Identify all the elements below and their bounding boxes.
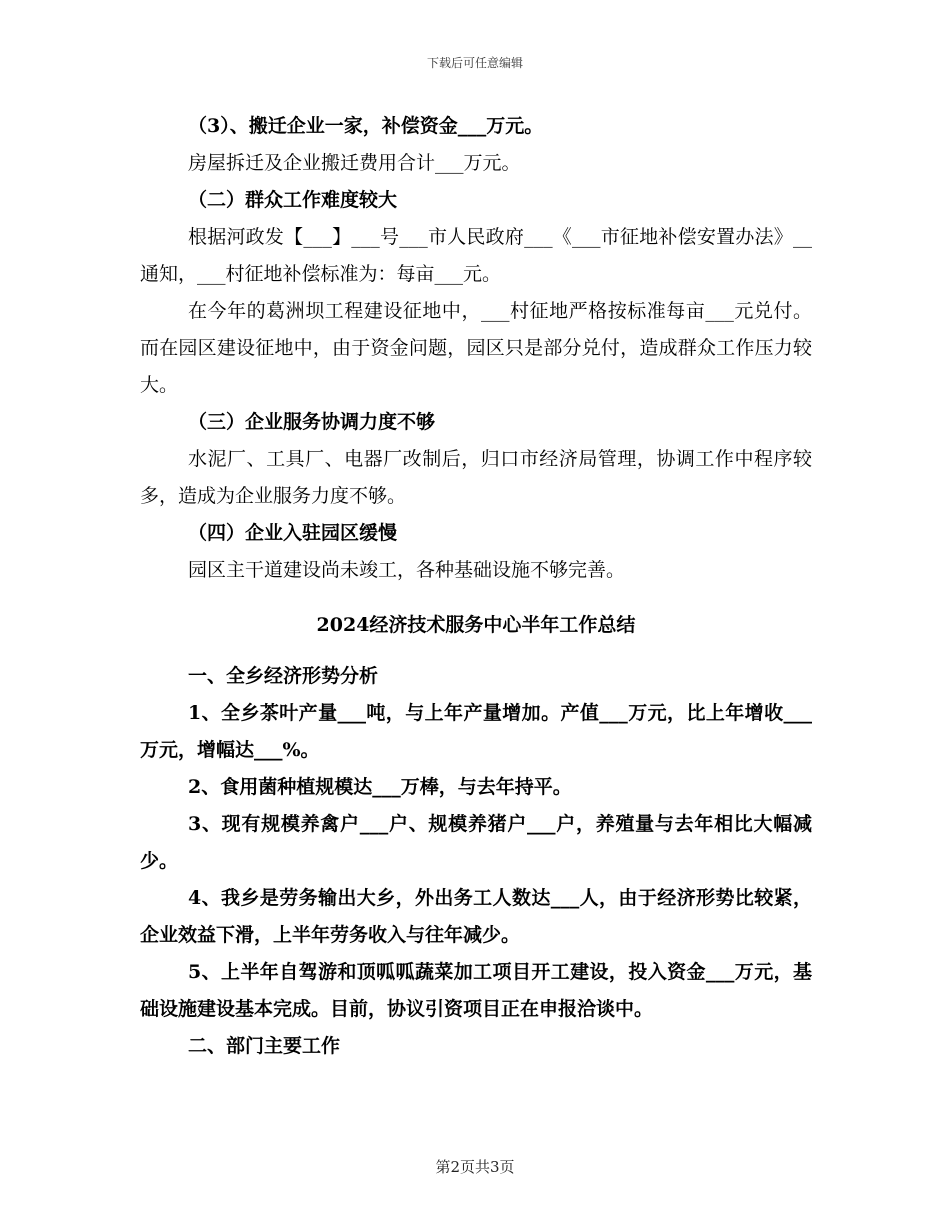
heading-main-work: 二、部门主要工作 [188,1035,341,1057]
paragraph-gezhouba-land: 在今年的葛洲坝工程建设征地中，___村征地严格按标准每亩___元兑付。而在园区建设征地中，由于资金问题，园区只是部分兑付，造成群众工作压力较大。 [140,300,812,396]
section-title: 2024经济技术服务中心半年工作总结 [316,614,636,636]
paragraph-total-cost: 房屋拆迁及企业搬迁费用合计___万元。 [188,152,521,174]
paragraph-livestock: 3、现有规模养禽户___户、规模养猪户___户，养殖量与去年相比大幅减少。 [140,813,812,872]
heading-mass-work-difficulty: （二）群众工作难度较大 [188,189,398,211]
paragraph-projects: 5、上半年自驾游和顶呱呱蔬菜加工项目开工建设，投入资金___万元，基础设施建设基本完成。目前，协议引资项目正在申报洽谈中。 [140,961,812,1020]
document-body [140,108,812,1065]
paragraph-relocation-compensation: （3）、搬迁企业一家，补偿资金___万元。 [188,115,544,137]
page-number: 第2页共3页 [435,1158,515,1176]
paragraph-labor-export: 4、我乡是劳务输出大乡，外出务工人数达___人，由于经济形势比较紧，企业效益下滑，上半年劳务收入与往年减少。 [140,887,812,946]
paragraph-mushroom: 2、食用菌种植规模达___万棒，与去年持平。 [188,776,572,798]
heading-economic-analysis: 一、全乡经济形势分析 [188,665,379,687]
paragraph-tea-output: 1、全乡茶叶产量___吨，与上年产量增加。产值___万元，比上年增收___万元，增幅达___%。 [140,702,812,761]
heading-park-entry-slow: （四）企业入驻园区缓慢 [188,522,398,544]
heading-enterprise-service: （三）企业服务协调力度不够 [188,411,436,433]
paragraph-factory-restructuring: 水泥厂、工具厂、电器厂改制后，归口市经济局管理，协调工作中程序较多，造成为企业服务力度不够。 [140,448,812,507]
header-note: 下载后可任意编辑 [426,56,523,70]
paragraph-park-infrastructure: 园区主干道建设尚未竣工，各种基础设施不够完善。 [188,559,626,581]
paragraph-compensation-standard: 根据河政发【___】___号___市人民政府___《___市征地补偿安置办法》__通知，___村征地补偿标准为：每亩___元。 [140,226,812,285]
